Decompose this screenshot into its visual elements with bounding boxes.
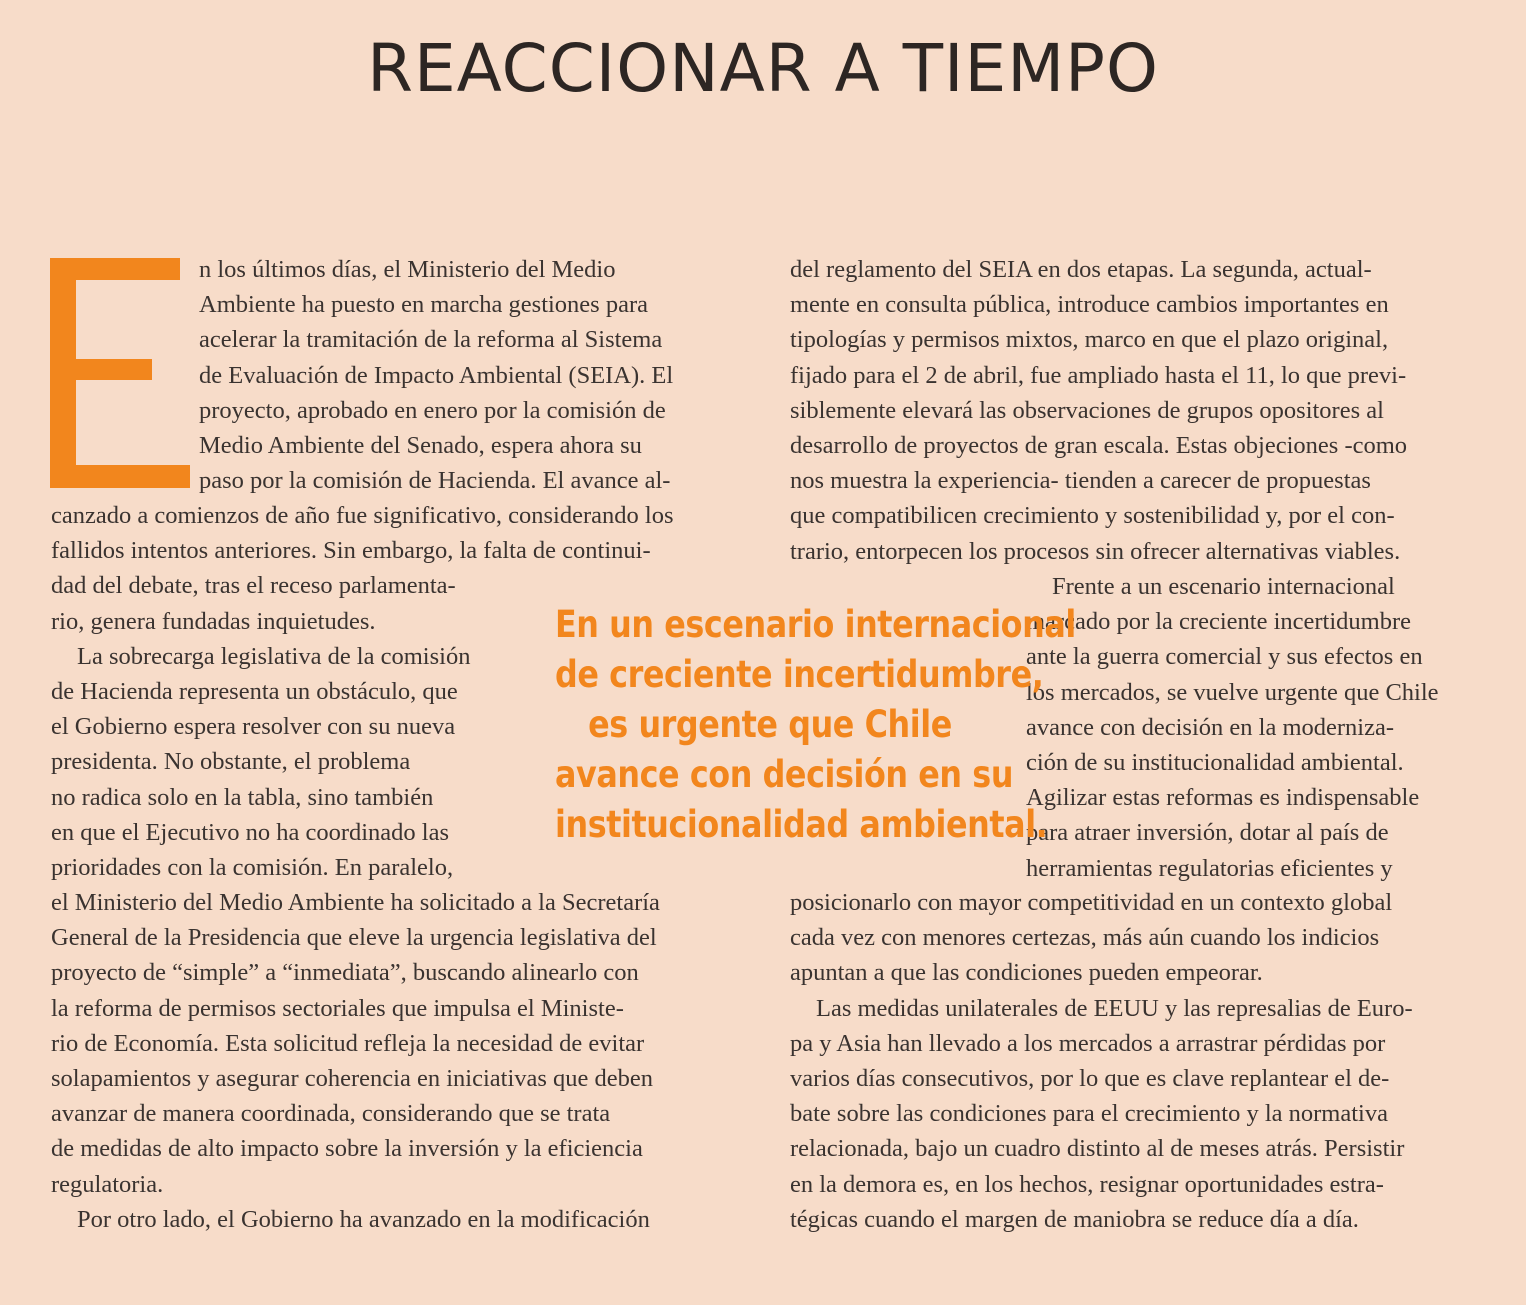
text-line: rio, genera fundadas inquietudes. bbox=[51, 607, 376, 635]
text-line: en la demora es, en los hechos, resignar oportunidades estra- bbox=[790, 1170, 1384, 1198]
text-line: n los últimos días, el Ministerio del Medio bbox=[199, 256, 616, 283]
right-column-bottom bbox=[790, 885, 1413, 1237]
text-line: el Gobierno espera resolver con su nueva bbox=[51, 713, 456, 741]
text-line: siblemente elevará las observaciones de grupos opositores al bbox=[790, 396, 1384, 424]
text-line: fallidos intentos anteriores. Sin embargo, la falta de continui- bbox=[51, 537, 651, 565]
text-line: no radica solo en la tabla, sino también bbox=[51, 783, 434, 811]
text-line: la reforma de permisos sectoriales que impulsa el Ministe- bbox=[51, 994, 624, 1022]
pull-quote bbox=[520, 600, 1076, 850]
article-title: REACCIONAR A TIEMPO bbox=[367, 30, 1159, 107]
text-line: para atraer inversión, dotar al país de bbox=[1026, 819, 1389, 847]
text-line: de medidas de alto impacto sobre la inversión y la eficiencia bbox=[51, 1135, 643, 1163]
text-line: solapamientos y asegurar coherencia en iniciativas que deben bbox=[51, 1065, 654, 1092]
text-line: Las medidas unilaterales de EEUU y las represalias de Euro- bbox=[816, 994, 1413, 1022]
text-line: rio de Economía. Esta solicitud refleja la necesidad de evitar bbox=[51, 1029, 645, 1057]
text-line: relacionada, bajo un cuadro distinto al de meses atrás. Persistir bbox=[790, 1135, 1405, 1163]
text-line: tégicas cuando el margen de maniobra se reduce día a día. bbox=[790, 1205, 1359, 1233]
text-line: proyecto, aprobado en enero por la comisión de bbox=[199, 396, 666, 424]
text-line: de Hacienda representa un obstáculo, que bbox=[51, 677, 458, 705]
pull-quote-line: avance con decisión en su bbox=[555, 753, 1014, 796]
text-line: en que el Ejecutivo no ha coordinado las bbox=[51, 818, 449, 846]
text-line: Agilizar estas reformas es indispensable bbox=[1026, 784, 1420, 812]
text-line: Medio Ambiente del Senado, espera ahora su bbox=[199, 431, 642, 459]
text-line: paso por la comisión de Hacienda. El avance al- bbox=[199, 467, 671, 495]
text-line: canzado a comienzos de año fue significativo, considerando los bbox=[51, 502, 674, 529]
text-line: de Evaluación de Impacto Ambiental (SEIA). El bbox=[199, 361, 674, 389]
text-line: apuntan a que las condiciones pueden empeorar. bbox=[790, 959, 1263, 987]
text-line: herramientas regulatorias eficientes y bbox=[1026, 854, 1393, 882]
text-line: ante la guerra comercial y sus efectos en bbox=[1026, 643, 1423, 671]
text-line: Ambiente ha puesto en marcha gestiones para bbox=[199, 291, 649, 319]
text-line: General de la Presidencia que eleve la urgencia legislativa del bbox=[51, 924, 657, 952]
right-column-top bbox=[790, 252, 1407, 569]
text-line: bate sobre las condiciones para el crecimiento y la normativa bbox=[790, 1100, 1388, 1128]
text-line: acelerar la tramitación de la reforma al Sistema bbox=[199, 326, 663, 354]
text-line: marcado por la creciente incertidumbre bbox=[1026, 608, 1411, 636]
text-line: regulatoria. bbox=[51, 1170, 164, 1198]
text-line: La sobrecarga legislativa de la comisión bbox=[77, 642, 471, 670]
text-line: el Ministerio del Medio Ambiente ha solicitado a la Secretaría bbox=[51, 889, 660, 917]
text-line: posicionarlo con mayor competitividad en un contexto global bbox=[790, 889, 1393, 916]
text-line: tipologías y permisos mixtos, marco en que el plazo original, bbox=[790, 326, 1389, 354]
pull-quote-line: En un escenario internacional bbox=[555, 603, 1076, 646]
text-line: proyecto de “simple” a “inmediata”, buscando alinearlo con bbox=[51, 959, 639, 987]
pull-quote-line: institucionalidad ambiental. bbox=[555, 803, 1048, 846]
right-column-narrow bbox=[1026, 569, 1439, 886]
text-line: nos muestra la experiencia- tienden a carecer de propuestas bbox=[790, 467, 1371, 495]
text-line: avance con decisión en la moderniza- bbox=[1026, 713, 1395, 741]
text-line: varios días consecutivos, por lo que es clave replantear el de- bbox=[790, 1064, 1390, 1092]
text-line: los mercados, se vuelve urgente que Chile bbox=[1026, 678, 1439, 706]
pull-quote-line: es urgente que Chile bbox=[588, 703, 952, 746]
text-line: presidenta. No obstante, el problema bbox=[51, 748, 411, 776]
text-line: trario, entorpecen los procesos sin ofrecer alternativas viables. bbox=[790, 537, 1401, 565]
text-line: que compatibilicen crecimiento y sostenibilidad y, por el con- bbox=[790, 502, 1395, 530]
text-line: prioridades con la comisión. En paralelo, bbox=[51, 853, 454, 881]
text-line: Por otro lado, el Gobierno ha avanzado en la modificación bbox=[77, 1205, 650, 1233]
text-line: cada vez con menores certezas, más aún cuando los indicios bbox=[790, 924, 1380, 952]
drop-cap bbox=[50, 258, 190, 488]
text-line: pa y Asia han llevado a los mercados a arrastrar pérdidas por bbox=[790, 1029, 1386, 1057]
text-line: del reglamento del SEIA en dos etapas. La segunda, actual- bbox=[790, 256, 1372, 283]
text-line: ción de su institucionalidad ambiental. bbox=[1026, 748, 1404, 776]
left-column-dropcap-block bbox=[199, 252, 673, 498]
text-line: Frente a un escenario internacional bbox=[1052, 573, 1395, 600]
text-line: mente en consulta pública, introduce cambios importantes en bbox=[790, 291, 1389, 319]
text-line: fijado para el 2 de abril, fue ampliado hasta el 11, lo que previ- bbox=[790, 361, 1407, 389]
pull-quote-line: de creciente incertidumbre, bbox=[555, 653, 1044, 696]
text-line: avanzar de manera coordinada, considerando que se trata bbox=[51, 1100, 611, 1128]
text-line: desarrollo de proyectos de gran escala. Estas objeciones -como bbox=[790, 431, 1408, 459]
text-line: dad del debate, tras el receso parlamenta- bbox=[51, 572, 456, 600]
